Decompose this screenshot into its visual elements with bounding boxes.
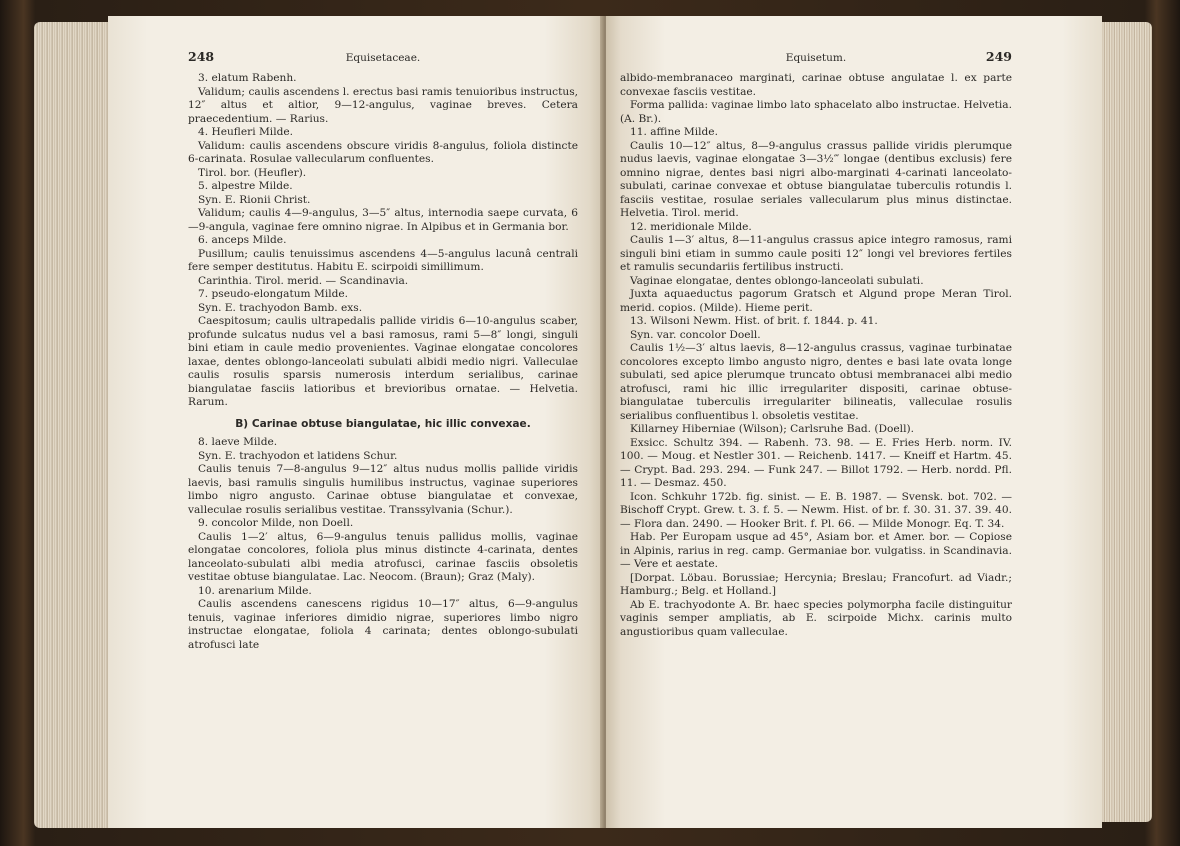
body-paragraph: [Dorpat. Löbau. Borussiae; Hercynia; Breslau; Francofurt. ad Viadr.; Hamburg.; Belg. et Holland.]: [620, 571, 1012, 597]
body-paragraph: Syn. E. trachyodon Bamb. exs.: [198, 301, 363, 314]
body-paragraph: Validum; caulis ascendens l. erectus basi ramis tenuioribus instructus, 12″ altus et altior, 9—12-angulus, vaginae breves. Cetera praecedentium. — Rarius.: [188, 85, 578, 125]
taxon-entry: 4. Heufleri Milde.: [198, 126, 294, 138]
body-paragraph: Caulis tenuis 7—8-angulus 9—12″ altus nudus mollis pallide viridis laevis, basi ramulis singulis humilibus instructus, vaginae superiores limbo nigro angusto. Carinae obtuse biangulatae et convexae, valleculae rosulis serialibus vestitae. Transsylvania (Schur.).: [188, 463, 578, 516]
taxon-entry: 12. meridionale Milde.: [630, 220, 752, 233]
taxon-entry: 3. elatum Rabenh.: [198, 72, 297, 84]
right-page-number: 249: [985, 49, 1012, 64]
taxon-entry: 10. arenarium Milde.: [198, 584, 312, 597]
body-paragraph: Juxta aquaeductus pagorum Gratsch et Algund prope Meran Tirol. merid. copios. (Milde). Hieme perit.: [620, 288, 1012, 314]
right-page-body: [620, 72, 1012, 639]
left-page-body: [188, 72, 578, 652]
right-page-content: [620, 50, 1012, 639]
body-paragraph: Pusillum; caulis tenuissimus ascendens 4—5-angulus lacunâ centrali fere semper destitutus. Habitu E. scirpoidi simillimum.: [188, 247, 578, 273]
taxon-entry: 5. alpestre Milde.: [198, 180, 293, 192]
right-running-head: [620, 50, 1012, 68]
left-page: [108, 16, 604, 828]
book-edge-right: [1100, 22, 1152, 822]
body-paragraph: Validum: caulis ascendens obscure viridis 8-angulus, foliola distincte 6-carinata. Rosulae vallecularum confluentes.: [188, 139, 578, 165]
taxon-entry: 13. Wilsoni Newm. Hist. of brit. f. 1844. p. 41.: [630, 315, 878, 327]
body-paragraph: Forma pallida: vaginae limbo lato sphacelato albo instructae. Helvetia. (A. Br.).: [620, 99, 1012, 125]
body-paragraph: Tirol. bor. (Heufler).: [198, 166, 307, 179]
taxon-entry: 9. concolor Milde, non Doell.: [198, 517, 354, 529]
left-running-head: [188, 50, 578, 68]
body-paragraph: Ab E. trachyodonte A. Br. haec species polymorpha facile distinguitur vaginis semper ampliatis, ab E. scirpoide Michx. carinis multo angustioribus quam valleculae.: [620, 598, 1012, 638]
body-paragraph: Hab. Per Europam usque ad 45°, Asiam bor. et Amer. bor. — Copiose in Alpinis, rarius in reg. camp. Germaniae bor. vulgatiss. in Scandinavia. — Vere et aestate.: [620, 531, 1012, 570]
body-paragraph: Syn. E. Rionii Christ.: [198, 193, 311, 206]
section-heading: B) Carinae obtuse biangulatae, hic illic convexae.: [235, 417, 531, 430]
body-paragraph: Exsicc. Schultz 394. — Rabenh. 73. 98. — E. Fries Herb. norm. IV. 100. — Moug. et Nestler 301. — Reichenb. 1417. — Kneiff et Hartm. 45. — Crypt. Bad. 293. 294. — Funk 247. — Billot 1792. — Herb. nordd. Pfl. 11. — Desmaz. 450.: [620, 436, 1012, 489]
body-paragraph: Syn. E. trachyodon et latidens Schur.: [198, 449, 398, 462]
body-paragraph: Vaginae elongatae, dentes oblongo-lanceolati subulati.: [630, 274, 924, 287]
body-paragraph: Caulis 1—2′ altus, 6—9-angulus tenuis pallidus mollis, vaginae elongatae concolores, foliola plus minus distincte 4-carinata, dentes lanceolato-subulati albi media atrofusci, carinae fasciis obsoletis vestitae obtuse biangulatae. Lac. Neocom. (Braun); Graz (Maly).: [188, 530, 578, 583]
right-page: [606, 16, 1102, 828]
taxon-entry: 11. affine Milde.: [630, 126, 718, 138]
left-page-number: 248: [188, 49, 215, 64]
left-page-content: [188, 50, 578, 652]
body-paragraph: Caulis 10—12″ altus, 8—9-angulus crassus pallide viridis plerumque nudus laevis, vaginae elongatae 3—3½‴ longae (dentibus exclusis) fere omnino nigrae, dentes basi nigri albo-marginati 4-carinati lanceolato-subulati, carinae convexae et obtuse biangulatae tuberculis rotundis l. fasciis vestitae, rosulae seriales vallecularum plus minus distinctae. Helvetia. Tirol. merid.: [620, 139, 1012, 219]
body-paragraph: albido-membranaceo marginati, carinae obtuse angulatae l. ex parte convexae fasciis vestitae.: [620, 72, 1012, 98]
body-paragraph: Syn. var. concolor Doell.: [630, 328, 761, 341]
body-paragraph: Killarney Hiberniae (Wilson); Carlsruhe Bad. (Doell).: [630, 423, 914, 435]
book-edge-left: [34, 22, 114, 828]
body-paragraph: Icon. Schkuhr 172b. fig. sinist. — E. B. 1987. — Svensk. bot. 702. — Bischoff Crypt. Grew. t. 3. f. 5. — Newm. Hist. of br. f. 30. 31. 37. 39. 40. — Flora dan. 2490. — Hooker Brit. f. Pl. 66. — Milde Monogr. Eq. T. 34.: [620, 490, 1012, 530]
taxon-entry: 6. anceps Milde.: [198, 234, 287, 246]
taxon-entry: 7. pseudo-elongatum Milde.: [198, 288, 349, 300]
body-paragraph: Carinthia. Tirol. merid. — Scandinavia.: [198, 274, 409, 287]
body-paragraph: Caulis 1—3′ altus, 8—11-angulus crassus apice integro ramosus, rami singuli bini etiam in summo caule positi 12″ longi vel breviores fertiles et ramulis secundariis fertilibus instructi.: [620, 234, 1012, 273]
body-paragraph: Caulis ascendens canescens rigidus 10—17″ altus, 6—9-angulus tenuis, vaginae inferiores dimidio nigrae, superiores limbo nigro instructae elongatae, foliola 4 carinata; dentes oblongo-subulati atrofusci late: [188, 598, 578, 651]
left-page-header: Equisetaceae.: [345, 52, 421, 64]
taxon-entry: 8. laeve Milde.: [198, 436, 278, 448]
body-paragraph: Caespitosum; caulis ultrapedalis pallide viridis 6—10-angulus scaber, profunde sulcatus nudus vel a basi ramosus, rami 5—8″ longi, singuli bini etiam in caule medio provenientes. Vaginae elongatae concolores laxae, dentes oblongo-lanceolati subulati albidi medio nigri. Valleculae caulis rosulis sparsis numerosis interdum serialibus, carinae biangulatae fasciis latioribus et brevioribus ornatae. — Helvetia. Rarum.: [188, 315, 578, 408]
body-paragraph: Caulis 1½—3′ altus laevis, 8—12-angulus crassus, vaginae turbinatae concolores excepto limbo angusto nigro, dentes e basi late ovata longe subulati, sed apice plerumque truncato obtusi membranacei albi medio atrofusci, rami hic illic irregulariter dispositi, carinae obtuse-biangulatae tuberculis irregulariter bilineatis, valleculae rosulis serialibus confluentibus l. obsoletis vestitae.: [620, 342, 1012, 422]
right-page-header: Equisetum.: [785, 52, 847, 64]
body-paragraph: Validum; caulis 4—9-angulus, 3—5″ altus, internodia saepe curvata, 6—9-angula, vaginae fere omnino nigrae. In Alpibus et in Germania bor.: [188, 207, 578, 233]
